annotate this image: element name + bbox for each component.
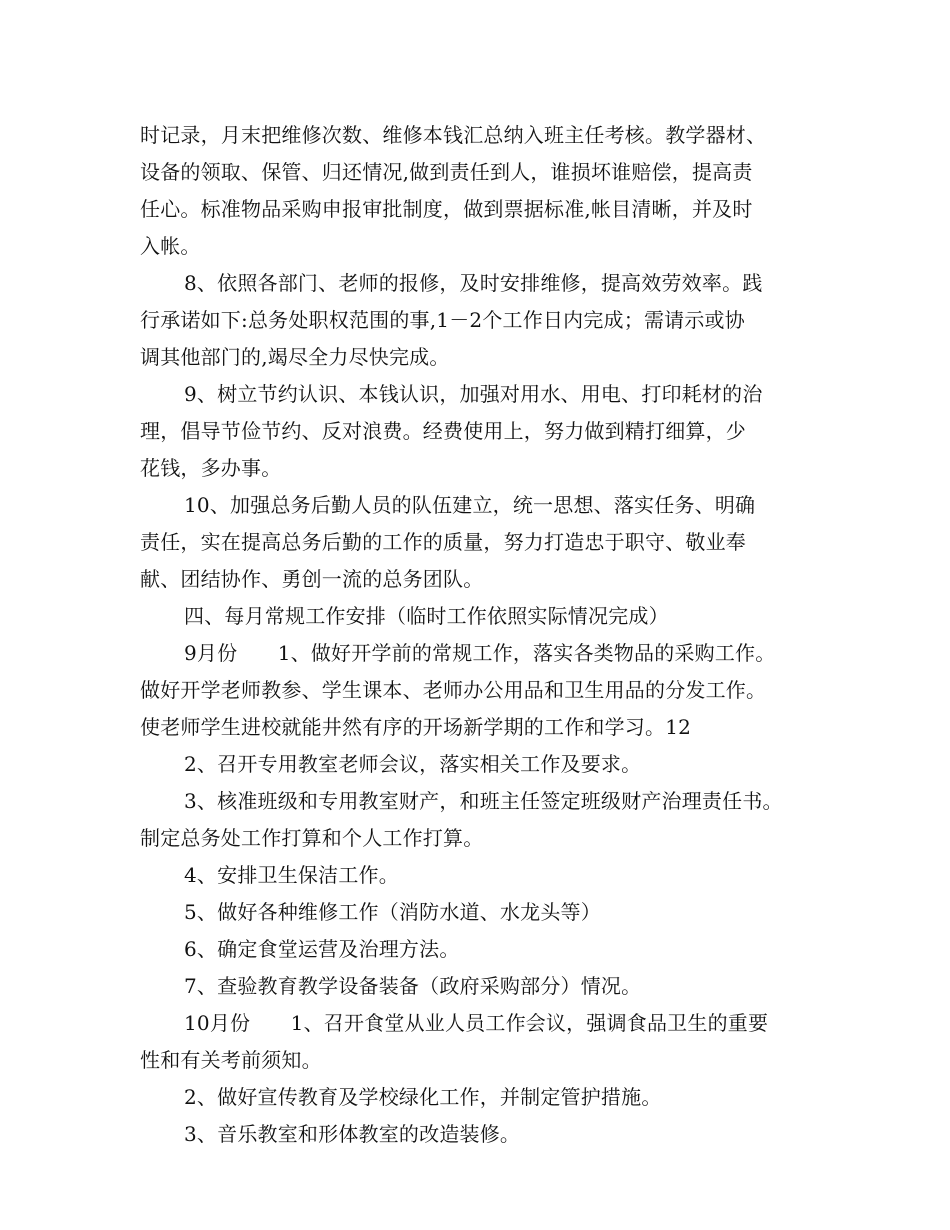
text-line: 3、音乐教室和形体教室的改造装修。 — [184, 1122, 521, 1146]
text-line: 9、树立节约认识、本钱认识，加强对用水、用电、打印耗材的治 — [184, 382, 763, 406]
text-line: 性和有关考前须知。 — [140, 1048, 322, 1072]
text-line: 9月份 1、做好开学前的常规工作，落实各类物品的采购工作。 — [184, 641, 776, 665]
text-line: 任心。标准物品采购申报审批制度，做到票据标准,帐目清晰，并及时 — [140, 197, 753, 221]
text-line: 调其他部门的,竭尽全力尽快完成。 — [140, 345, 450, 369]
text-line: 4、安排卫生保洁工作。 — [184, 863, 399, 887]
text-line: 5、做好各种维修工作（消防水道、水龙头等） — [184, 900, 601, 924]
text-line: 四、每月常规工作安排（临时工作依照实际情况完成） — [184, 604, 669, 628]
document-body — [140, 117, 830, 1153]
text-line: 做好开学老师教参、学生课本、老师办公用品和卫生用品的分发工作。 — [140, 678, 767, 702]
text-line: 10月份 1、召开食堂从业人员工作会议，强调食品卫生的重要 — [184, 1011, 769, 1035]
text-line: 制定总务处工作打算和个人工作打算。 — [140, 826, 484, 850]
text-line: 2、做好宣传教育及学校绿化工作，并制定管护措施。 — [184, 1085, 662, 1109]
text-line: 10、加强总务后勤人员的队伍建立，统一思想、落实任务、明确 — [184, 493, 756, 517]
text-line: 6、确定食堂运营及治理方法。 — [184, 937, 460, 961]
text-line: 行承诺如下:总务处职权范围的事,1－2个工作日内完成；需请示或协 — [140, 308, 745, 332]
text-line: 2、召开专用教室老师会议，落实相关工作及要求。 — [184, 752, 642, 776]
text-line: 献、团结协作、勇创一流的总务团队。 — [140, 567, 484, 591]
text-line: 责任，实在提高总务后勤的工作的质量，努力打造忠于职守、敬业奉 — [140, 530, 746, 554]
text-line: 入帐。 — [140, 234, 201, 258]
text-line: 8、依照各部门、老师的报修，及时安排维修，提高效劳效率。践 — [184, 271, 763, 295]
text-line: 7、查验教育教学设备装备（政府采购部分）情况。 — [184, 974, 642, 998]
text-line: 设备的领取、保管、归还情况,做到责任到人，谁损坏谁赔偿，提高责 — [140, 160, 753, 184]
text-line: 花钱，多办事。 — [140, 456, 282, 480]
text-line: 使老师学生进校就能井然有序的开场新学期的工作和学习。12 — [140, 715, 692, 739]
text-line: 时记录，月末把维修次数、维修本钱汇总纳入班主任考核。教学器材、 — [140, 123, 767, 147]
text-line: 理，倡导节俭节约、反对浪费。经费使用上，努力做到精打细算，少 — [140, 419, 746, 443]
text-line: 3、核准班级和专用教室财产，和班主任签定班级财产治理责任书。 — [184, 789, 783, 813]
